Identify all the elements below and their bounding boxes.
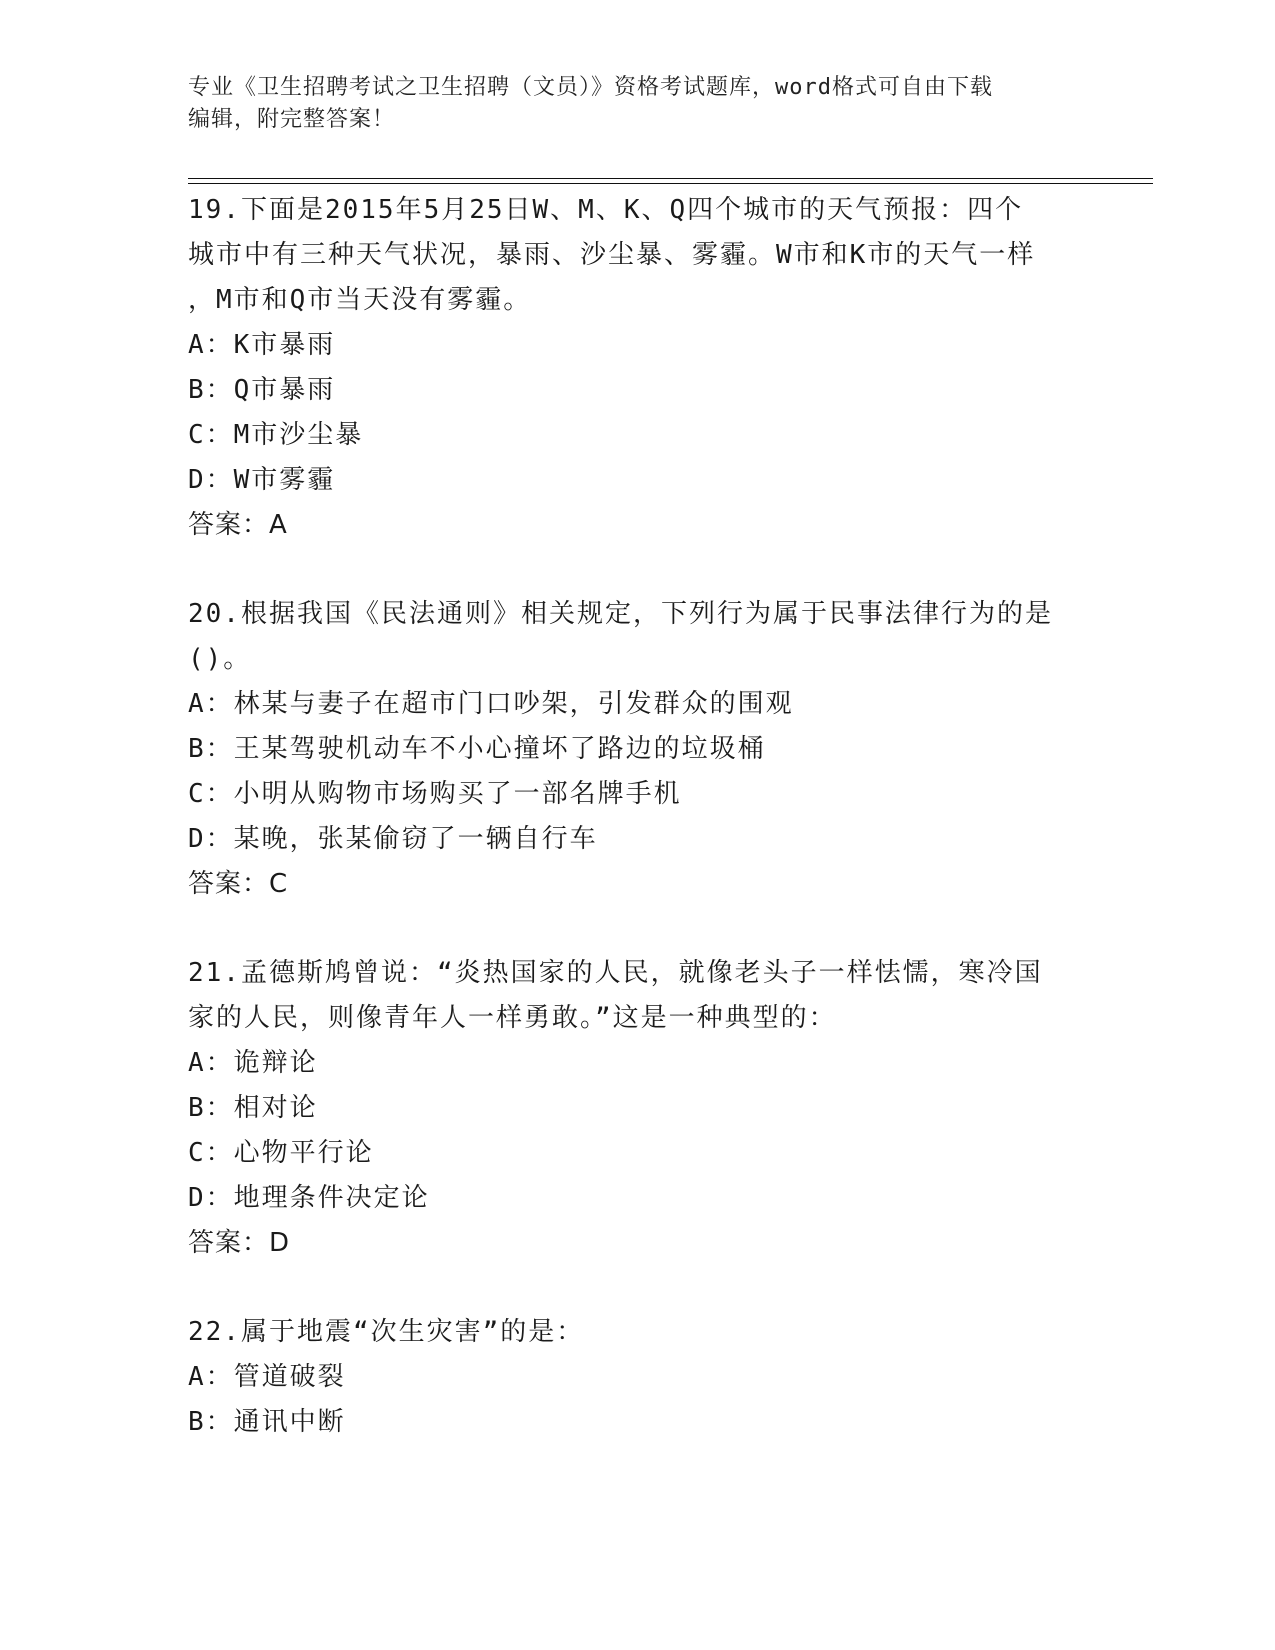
option-d: D：地理条件决定论 xyxy=(188,1183,430,1213)
option-d: D：某晚，张某偷窃了一辆自行车 xyxy=(188,824,598,854)
answer: 答案：C xyxy=(188,869,289,899)
option-d: D：W市雾霾 xyxy=(188,465,336,495)
option-c: C：小明从购物市场购买了一部名牌手机 xyxy=(188,779,682,809)
question-text-line: 20.根据我国《民法通则》相关规定，下列行为属于民事法律行为的是 xyxy=(188,599,1053,629)
answer: 答案：D xyxy=(188,1228,291,1258)
question-text-line: 家的人民，则像青年人一样勇敢。”这是一种典型的： xyxy=(188,1003,837,1033)
question-20 xyxy=(188,592,1088,907)
option-c: C：M市沙尘暴 xyxy=(188,420,364,450)
question-22 xyxy=(188,1310,1088,1445)
option-a: A：林某与妻子在超市门口吵架，引发群众的围观 xyxy=(188,689,794,719)
option-a: A：管道破裂 xyxy=(188,1362,346,1392)
question-19 xyxy=(188,188,1088,548)
question-text-line: ()。 xyxy=(188,644,252,674)
question-list xyxy=(188,188,1088,1489)
header-line-1: 专业《卫生招聘考试之卫生招聘（文员）》资格考试题库，word格式可自由下载 xyxy=(188,75,993,100)
option-a: A：K市暴雨 xyxy=(188,330,336,360)
option-b: B：王某驾驶机动车不小心撞坏了路边的垃圾桶 xyxy=(188,734,766,764)
question-21 xyxy=(188,951,1088,1266)
question-text-line: 22.属于地震“次生灾害”的是： xyxy=(188,1317,585,1347)
document-header xyxy=(188,72,1068,136)
header-divider-top xyxy=(188,178,1153,179)
answer: 答案：A xyxy=(188,510,288,540)
option-b: B：相对论 xyxy=(188,1093,318,1123)
question-text-line: 城市中有三种天气状况，暴雨、沙尘暴、雾霾。W市和K市的天气一样 xyxy=(188,240,1036,270)
option-b: B：Q市暴雨 xyxy=(188,375,336,405)
question-text-line: ，M市和Q市当天没有雾霾。 xyxy=(188,285,532,315)
question-text-line: 21.孟德斯鸠曾说：“炎热国家的人民，就像老头子一样怯懦，寒冷国 xyxy=(188,958,1043,988)
header-divider-bottom xyxy=(188,183,1153,184)
header-line-2: 编辑，附完整答案！ xyxy=(188,107,396,132)
option-c: C：心物平行论 xyxy=(188,1138,374,1168)
option-a: A：诡辩论 xyxy=(188,1048,318,1078)
option-b: B：通讯中断 xyxy=(188,1407,346,1437)
question-text-line: 19.下面是2015年5月25日W、M、K、Q四个城市的天气预报：四个 xyxy=(188,195,1024,225)
